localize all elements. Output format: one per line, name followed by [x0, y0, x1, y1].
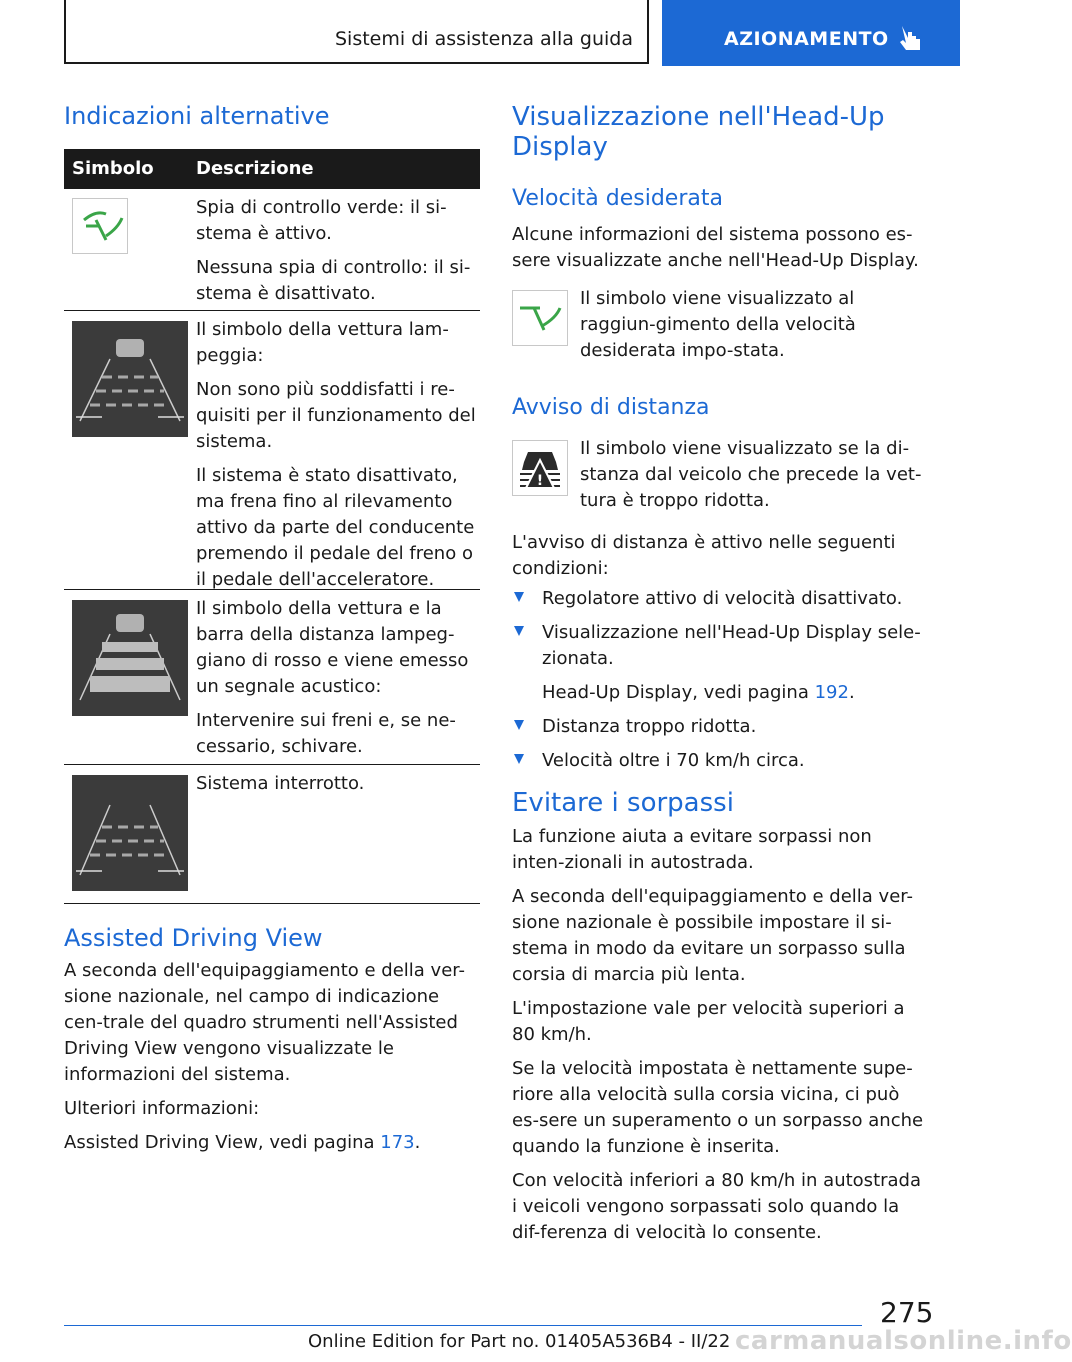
row-paragraph: Nessuna spia di controllo: il si-stema è disattivato.: [196, 257, 471, 304]
header-symbol: Simbolo: [72, 158, 154, 179]
speed-paragraph: Alcune informazioni del sistema possono es-sere visualizzate anche nell'Head-Up Display.: [512, 224, 919, 271]
row-paragraph: Il sistema è stato disattivato, ma frena fino al rilevamento attivo da parte del conducente premendo il pedale del freno o il pedale dell'acceleratore.: [196, 465, 475, 590]
overtake-paragraph: A seconda dell'equipaggiamento e della ver-sione nazionale è possibile impostare il si-stema in modo da evitare un sorpasso sulla corsia di marcia più lenta.: [512, 886, 914, 985]
list-item-text: Velocità oltre i 70 km/h circa.: [542, 750, 805, 771]
overtake-paragraph: L'impostazione vale per velocità superiori a 80 km/h.: [512, 998, 905, 1045]
description-cell: [196, 195, 480, 315]
row-paragraph: Intervenire sui freni e, se ne-cessario, schivare.: [196, 710, 456, 757]
page-link-173[interactable]: 173: [380, 1132, 415, 1153]
distance-paragraph: L'avviso di distanza è attivo nelle seguenti condizioni:: [512, 532, 896, 579]
symbol-cell: [72, 321, 188, 441]
hud-speed-icon: [512, 290, 568, 346]
bullet-triangle-icon: [514, 720, 524, 730]
header-description: Descrizione: [196, 158, 314, 179]
heading-hud: Visualizzazione nell'Head-Up Display: [512, 102, 885, 162]
row-paragraph: Il simbolo della vettura e la barra della distanza lampeg-giano di rosso e viene emesso un segnale acustico:: [196, 598, 469, 697]
page-number: 275: [880, 1296, 934, 1329]
heading-distance-warning: Avviso di distanza: [512, 395, 710, 420]
section-title: AZIONAMENTO: [724, 28, 889, 50]
pointing-hand-icon: [894, 22, 928, 56]
symbol-cell: [72, 198, 128, 258]
overtake-section: [512, 824, 926, 1246]
table-row: [64, 590, 480, 765]
row-paragraph: Sistema interrotto.: [196, 773, 365, 794]
list-item: [512, 748, 926, 774]
overtake-paragraph: Se la velocità impostata è nettamente supe-riore alla velocità sulla corsia vicina, ci può es-sere un superamento o un sorpasso anche quando la funzione è inserita.: [512, 1058, 924, 1157]
condition-list: [512, 586, 926, 774]
overtake-paragraph: Con velocità inferiori a 80 km/h in autostrada i veicoli vengono sorpassati solo quando la dif-ferenza di velocità lo consente.: [512, 1170, 922, 1243]
table-row: [64, 765, 480, 904]
adv-section: [64, 958, 480, 1156]
list-item-text: Regolatore attivo di velocità disattivato.: [542, 588, 903, 609]
description-cell: [196, 771, 480, 805]
hud-ref-text: Head-Up Display, vedi pagina: [542, 682, 815, 703]
table-header: [64, 149, 480, 189]
row-paragraph: Non sono più soddisfatti i re-quisiti per il funzionamento del sistema.: [196, 379, 476, 452]
distance-icon-text: Il simbolo viene visualizzato se la di-stanza dal veicolo che precede la vet-tura è troppo ridotta.: [580, 438, 922, 511]
hud-ref: [542, 680, 926, 706]
symbol-cell: [72, 600, 188, 720]
list-item: [512, 714, 926, 740]
adv-paragraph: Ulteriori informazioni:: [64, 1098, 260, 1119]
list-item-sub: [512, 680, 926, 706]
speed-icon-text: Il simbolo viene visualizzato al raggiun-gimento della velocità desiderata impo-stata.: [580, 288, 856, 361]
adv-paragraph: A seconda dell'equipaggiamento e della ver-sione nazionale, nel campo di indicazione cen-trale del quadro strumenti nell'Assisted Driving View vengono visualizzate le informazioni del sistema.: [64, 960, 466, 1085]
adv-ref-text: Assisted Driving View, vedi pagina: [64, 1132, 381, 1153]
list-item-text: Distanza troppo ridotta.: [542, 716, 757, 737]
heading-assisted-driving-view: Assisted Driving View: [64, 924, 323, 952]
symbol-cell: [72, 775, 188, 895]
bullet-triangle-icon: [514, 626, 524, 636]
section-tab: [662, 0, 960, 66]
bullet-triangle-icon: [514, 754, 524, 764]
hud-ref-end: .: [848, 682, 855, 703]
chapter-title-box: [64, 0, 649, 64]
watermark: carmanualsonline.info: [735, 1326, 1072, 1356]
symbol-table: [64, 149, 480, 904]
table-row: [64, 189, 480, 311]
list-item: [512, 620, 926, 672]
row-paragraph: Il simbolo della vettura lam-peggia:: [196, 319, 449, 366]
adv-paragraph: [64, 1130, 480, 1156]
chapter-title: Sistemi di assistenza alla guida: [334, 28, 633, 50]
heading-avoid-overtaking: Evitare i sorpassi: [512, 788, 734, 818]
description-cell: [196, 596, 480, 768]
list-item: [512, 586, 926, 612]
edition-text: Online Edition for Part no. 01405A536B4 - II/22: [308, 1331, 731, 1352]
green-assist-icon: [72, 198, 128, 254]
distance-warning-icon: [512, 440, 568, 496]
page-link-192[interactable]: 192: [814, 682, 849, 703]
page-header: [0, 0, 960, 66]
system-interrupted-icon: [72, 775, 188, 891]
table-row: [64, 311, 480, 590]
row-paragraph: Spia di controllo verde: il si-stema è attivo.: [196, 197, 447, 244]
adv-ref-end: .: [414, 1132, 421, 1153]
list-item-text: Visualizzazione nell'Head-Up Display sele-zionata.: [542, 622, 921, 669]
bullet-triangle-icon: [514, 592, 524, 602]
heading-alternative-indications: Indicazioni alternative: [64, 102, 330, 130]
vehicle-lane-icon: [72, 321, 188, 437]
heading-desired-speed: Velocità desiderata: [512, 186, 723, 211]
svg-text:!: !: [536, 473, 544, 489]
overtake-paragraph: La funzione aiuta a evitare sorpassi non inten-zionali in autostrada.: [512, 826, 872, 873]
distance-bar-icon: [72, 600, 188, 716]
description-cell: [196, 317, 480, 601]
